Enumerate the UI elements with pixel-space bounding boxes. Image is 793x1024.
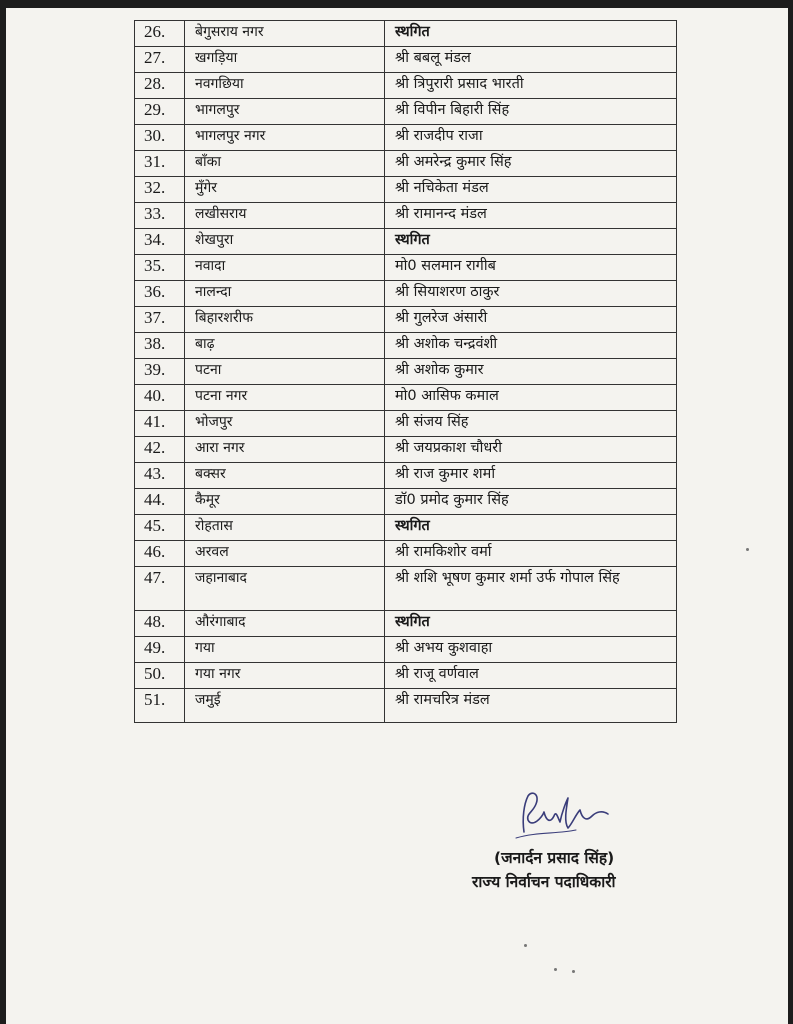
table-row [135,73,677,99]
table-row [135,255,677,281]
district-cell: पटना [185,359,385,385]
candidate-name-cell: श्री रामकिशोर वर्मा [385,541,677,567]
serial-number-cell: 43. [135,463,185,489]
district-cell: कैमूर [185,489,385,515]
candidate-name-cell: डॉ0 प्रमोद कुमार सिंह [385,489,677,515]
serial-number-cell: 34. [135,229,185,255]
district-cell: बाढ़ [185,333,385,359]
candidate-name-cell: स्थगित [385,229,677,255]
serial-number-cell: 47. [135,567,185,611]
candidate-name-cell: श्री रामचरित्र मंडल [385,689,677,723]
candidate-name-cell: श्री अशोक कुमार [385,359,677,385]
serial-number-cell: 29. [135,99,185,125]
table-row [135,663,677,689]
table-body [135,21,677,723]
table-row [135,21,677,47]
serial-number-cell: 33. [135,203,185,229]
candidate-name-cell: श्री राजदीप राजा [385,125,677,151]
table-row [135,151,677,177]
district-cell: नवगछिया [185,73,385,99]
table-row [135,99,677,125]
district-cell: नालन्दा [185,281,385,307]
district-cell: मुँगेर [185,177,385,203]
serial-number-cell: 37. [135,307,185,333]
candidate-name-cell: श्री अशोक चन्द्रवंशी [385,333,677,359]
district-cell: बेगुसराय नगर [185,21,385,47]
candidate-name-cell: श्री अभय कुशवाहा [385,637,677,663]
district-cell: रोहतास [185,515,385,541]
candidate-name-cell: श्री अमरेन्द्र कुमार सिंह [385,151,677,177]
signatory-designation: राज्य निर्वाचन पदाधिकारी [472,873,616,891]
serial-number-cell: 35. [135,255,185,281]
candidate-name-cell: श्री नचिकेता मंडल [385,177,677,203]
district-cell: भागलपुर [185,99,385,125]
district-cell: जहानाबाद [185,567,385,611]
candidate-name-cell: स्थगित [385,611,677,637]
candidate-name-cell: मो0 सलमान रागीब [385,255,677,281]
table-row [135,333,677,359]
serial-number-cell: 28. [135,73,185,99]
candidate-name-cell: श्री बबलू मंडल [385,47,677,73]
serial-number-cell: 50. [135,663,185,689]
signatory-name: (जनार्दन प्रसाद सिंह) [494,849,615,867]
candidate-name-cell: श्री सियाशरण ठाकुर [385,281,677,307]
candidate-name-cell: स्थगित [385,515,677,541]
district-cell: औरंगाबाद [185,611,385,637]
serial-number-cell: 30. [135,125,185,151]
table-row [135,385,677,411]
serial-number-cell: 31. [135,151,185,177]
table-row [135,541,677,567]
district-cell: भोजपुर [185,411,385,437]
serial-number-cell: 42. [135,437,185,463]
table-row [135,637,677,663]
candidate-name-cell: श्री शशि भूषण कुमार शर्मा उर्फ गोपाल सिंह [385,567,677,611]
table-row [135,567,677,611]
table-row [135,411,677,437]
table-row [135,177,677,203]
table-row [135,437,677,463]
district-cell: लखीसराय [185,203,385,229]
table-row [135,689,677,723]
district-cell: आरा नगर [185,437,385,463]
table-row [135,125,677,151]
district-cell: शेखपुरा [185,229,385,255]
paper-speck [524,944,527,947]
district-cell: जमुई [185,689,385,723]
candidate-list-table [134,20,677,723]
table-row [135,489,677,515]
serial-number-cell: 40. [135,385,185,411]
table-row [135,281,677,307]
district-cell: भागलपुर नगर [185,125,385,151]
candidate-name-cell: श्री जयप्रकाश चौधरी [385,437,677,463]
serial-number-cell: 41. [135,411,185,437]
table-row [135,359,677,385]
candidate-name-cell: स्थगित [385,21,677,47]
district-cell: पटना नगर [185,385,385,411]
serial-number-cell: 32. [135,177,185,203]
candidate-name-cell: श्री संजय सिंह [385,411,677,437]
serial-number-cell: 44. [135,489,185,515]
district-cell: अरवल [185,541,385,567]
district-cell: नवादा [185,255,385,281]
serial-number-cell: 27. [135,47,185,73]
candidate-name-cell: श्री गुलरेज अंसारी [385,307,677,333]
table-row [135,611,677,637]
table-row [135,463,677,489]
district-cell: गया नगर [185,663,385,689]
serial-number-cell: 51. [135,689,185,723]
district-cell: खगड़िया [185,47,385,73]
district-cell: बक्सर [185,463,385,489]
table-row [135,203,677,229]
serial-number-cell: 46. [135,541,185,567]
table-row [135,47,677,73]
district-cell: बिहारशरीफ [185,307,385,333]
document-page [6,8,788,1024]
handwritten-signature [506,788,616,844]
table-row [135,229,677,255]
serial-number-cell: 48. [135,611,185,637]
candidate-name-cell: श्री रामानन्द मंडल [385,203,677,229]
district-cell: बाँका [185,151,385,177]
paper-speck [554,968,557,971]
table-row [135,515,677,541]
candidate-name-cell: श्री त्रिपुरारी प्रसाद भारती [385,73,677,99]
paper-speck [746,548,749,551]
serial-number-cell: 45. [135,515,185,541]
serial-number-cell: 36. [135,281,185,307]
candidate-name-cell: मो0 आसिफ कमाल [385,385,677,411]
candidate-name-cell: श्री राज कुमार शर्मा [385,463,677,489]
candidate-name-cell: श्री विपीन बिहारी सिंह [385,99,677,125]
serial-number-cell: 39. [135,359,185,385]
candidate-name-cell: श्री राजू वर्णवाल [385,663,677,689]
serial-number-cell: 26. [135,21,185,47]
paper-speck [572,970,575,973]
serial-number-cell: 38. [135,333,185,359]
serial-number-cell: 49. [135,637,185,663]
district-cell: गया [185,637,385,663]
table-row [135,307,677,333]
